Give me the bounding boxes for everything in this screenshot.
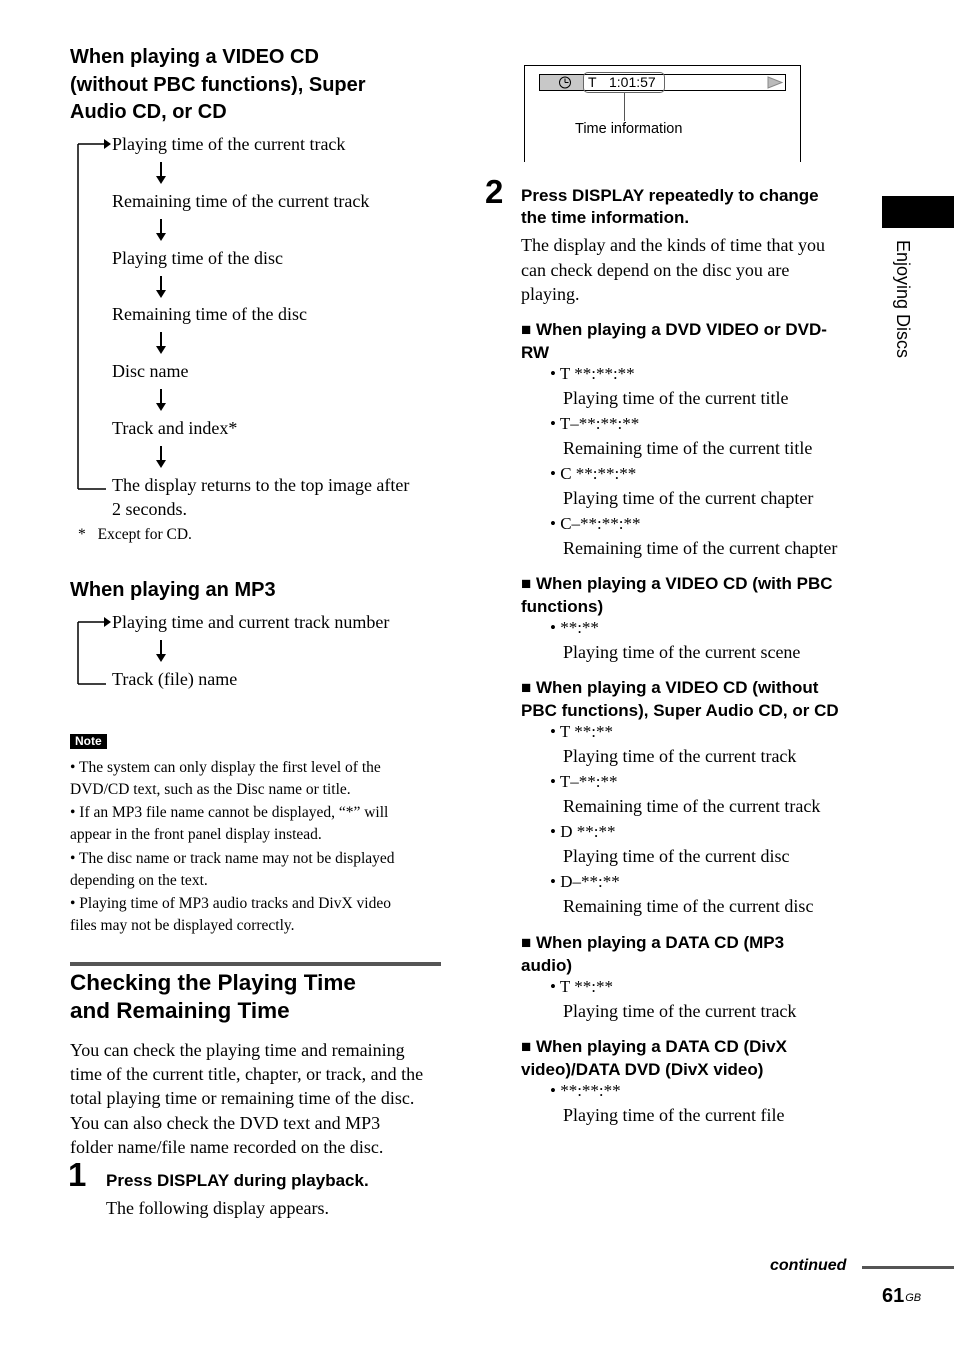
flow-item: Disc name [112,361,189,381]
time-code-desc: Playing time of the current scene [563,642,801,662]
time-code-item: • T **:** [550,722,613,741]
step-number: 2 [485,173,504,210]
down-arrow-icon [155,332,167,356]
note-item: • Playing time of MP3 audio tracks and DivX video files may not be displayed correctly. [70,895,391,934]
checking-title: Checking the Playing Time and Remaining Time [70,970,356,1023]
group-heading: ■ When playing a DVD VIDEO or DVD- RW [521,320,827,362]
continued-label: continued [770,1257,847,1274]
section1-heading: When playing a VIDEO CD (without PBC functions), Super Audio CD, or CD [70,46,366,123]
down-arrow-icon [155,389,167,413]
section-rule [70,962,441,966]
time-code-desc: Playing time of the current title [563,388,789,408]
checking-body: You can check the playing time and remaining time of the current title, chapter, or track, and the total playing time or remaining time of the disc. You can also check the DVD text and MP3 folder name/file name recorded on the disc. [70,1040,424,1157]
display-indicator: T [588,74,597,90]
time-code-desc: Playing time of the current file [563,1105,785,1125]
time-code-desc: Playing time of the current track [563,1001,797,1021]
side-tab-label: Enjoying Discs [893,240,913,359]
time-code-item: • **:** [550,618,599,637]
down-arrow-icon [155,219,167,243]
note-item: • The system can only display the first level of the DVD/CD text, such as the Disc name or title. [70,759,381,798]
step-title: Press DISPLAY during playback. [106,1171,369,1190]
note-item: • The disc name or track name may not be displayed depending on the text. [70,850,395,889]
down-arrow-icon [155,640,167,664]
time-code-desc: Playing time of the current chapter [563,488,814,508]
note-item: • If an MP3 file name cannot be displayed, “*” will appear in the front panel display instead. [70,804,389,843]
time-clock-icon [540,75,584,90]
play-icon [767,76,783,89]
time-code-item: • T **:**:** [550,364,635,383]
step-body: The display and the kinds of time that you can check depend on the disc you are playing. [521,235,825,304]
down-arrow-icon [155,276,167,300]
section2-heading: When playing an MP3 [70,579,276,601]
page-number: $61^{GB}$ [882,1285,922,1307]
flow-item: Track and index* [112,418,238,438]
flow-item: Playing time of the current track [112,134,346,154]
time-code-item: • C **:**:** [550,464,637,483]
flow-item: Remaining time of the disc [112,304,307,324]
page-suffix: GB [905,1292,922,1304]
time-code-item: • D–**:** [550,872,620,891]
callout-line [624,93,625,121]
footnote-mark: * [78,526,86,543]
time-code-item: • T–**:** [550,772,618,791]
flow-bracket-1 [74,136,114,496]
group-heading: ■ When playing a DATA CD (DivX video)/DATA DVD (DivX video) [521,1037,787,1079]
step-title: Press DISPLAY repeatedly to change the time information. [521,186,819,227]
time-code-desc: Remaining time of the current track [563,796,821,816]
side-tab-marker [882,196,954,228]
time-code-item: • T **:** [550,977,613,996]
time-code-desc: Remaining time of the current title [563,438,813,458]
note-badge: Note [70,734,107,749]
display-icon-cell [540,75,584,90]
group-heading: ■ When playing a DATA CD (MP3 audio) [521,933,785,975]
time-code-desc: Playing time of the current disc [563,846,790,866]
continued-rule [862,1266,954,1269]
time-code-item: • T–**:**:** [550,414,640,433]
down-arrow-icon [155,162,167,186]
flow-item: Playing time of the disc [112,248,283,268]
flow-item: Remaining time of the current track [112,191,370,211]
time-code-desc: Remaining time of the current chapter [563,538,838,558]
display-caption: Time information [575,121,683,137]
footnote [78,524,192,546]
step-number: 1 [68,1156,87,1193]
flow-end: The display returns to the top image after 2 seconds. [112,475,410,519]
time-code-desc: Playing time of the current track [563,746,797,766]
footnote-text: Except for CD. [97,526,192,543]
time-code-item: • C–**:**:** [550,514,641,533]
flow-bracket-2 [74,614,114,694]
flow-item: Track (file) name [112,669,238,689]
group-heading: ■ When playing a VIDEO CD (with PBC functions) [521,574,833,616]
step-body: The following display appears. [106,1198,329,1218]
flow-item: Playing time and current track number [112,612,390,632]
time-code-item: • D **:** [550,822,616,841]
time-code-item: • **:**:** [550,1081,621,1100]
group-heading: ■ When playing a VIDEO CD (without PBC functions), Super Audio CD, or CD [521,678,839,720]
down-arrow-icon [155,446,167,470]
display-time: 1:01:57 [609,74,656,90]
time-code-desc: Remaining time of the current disc [563,896,814,916]
